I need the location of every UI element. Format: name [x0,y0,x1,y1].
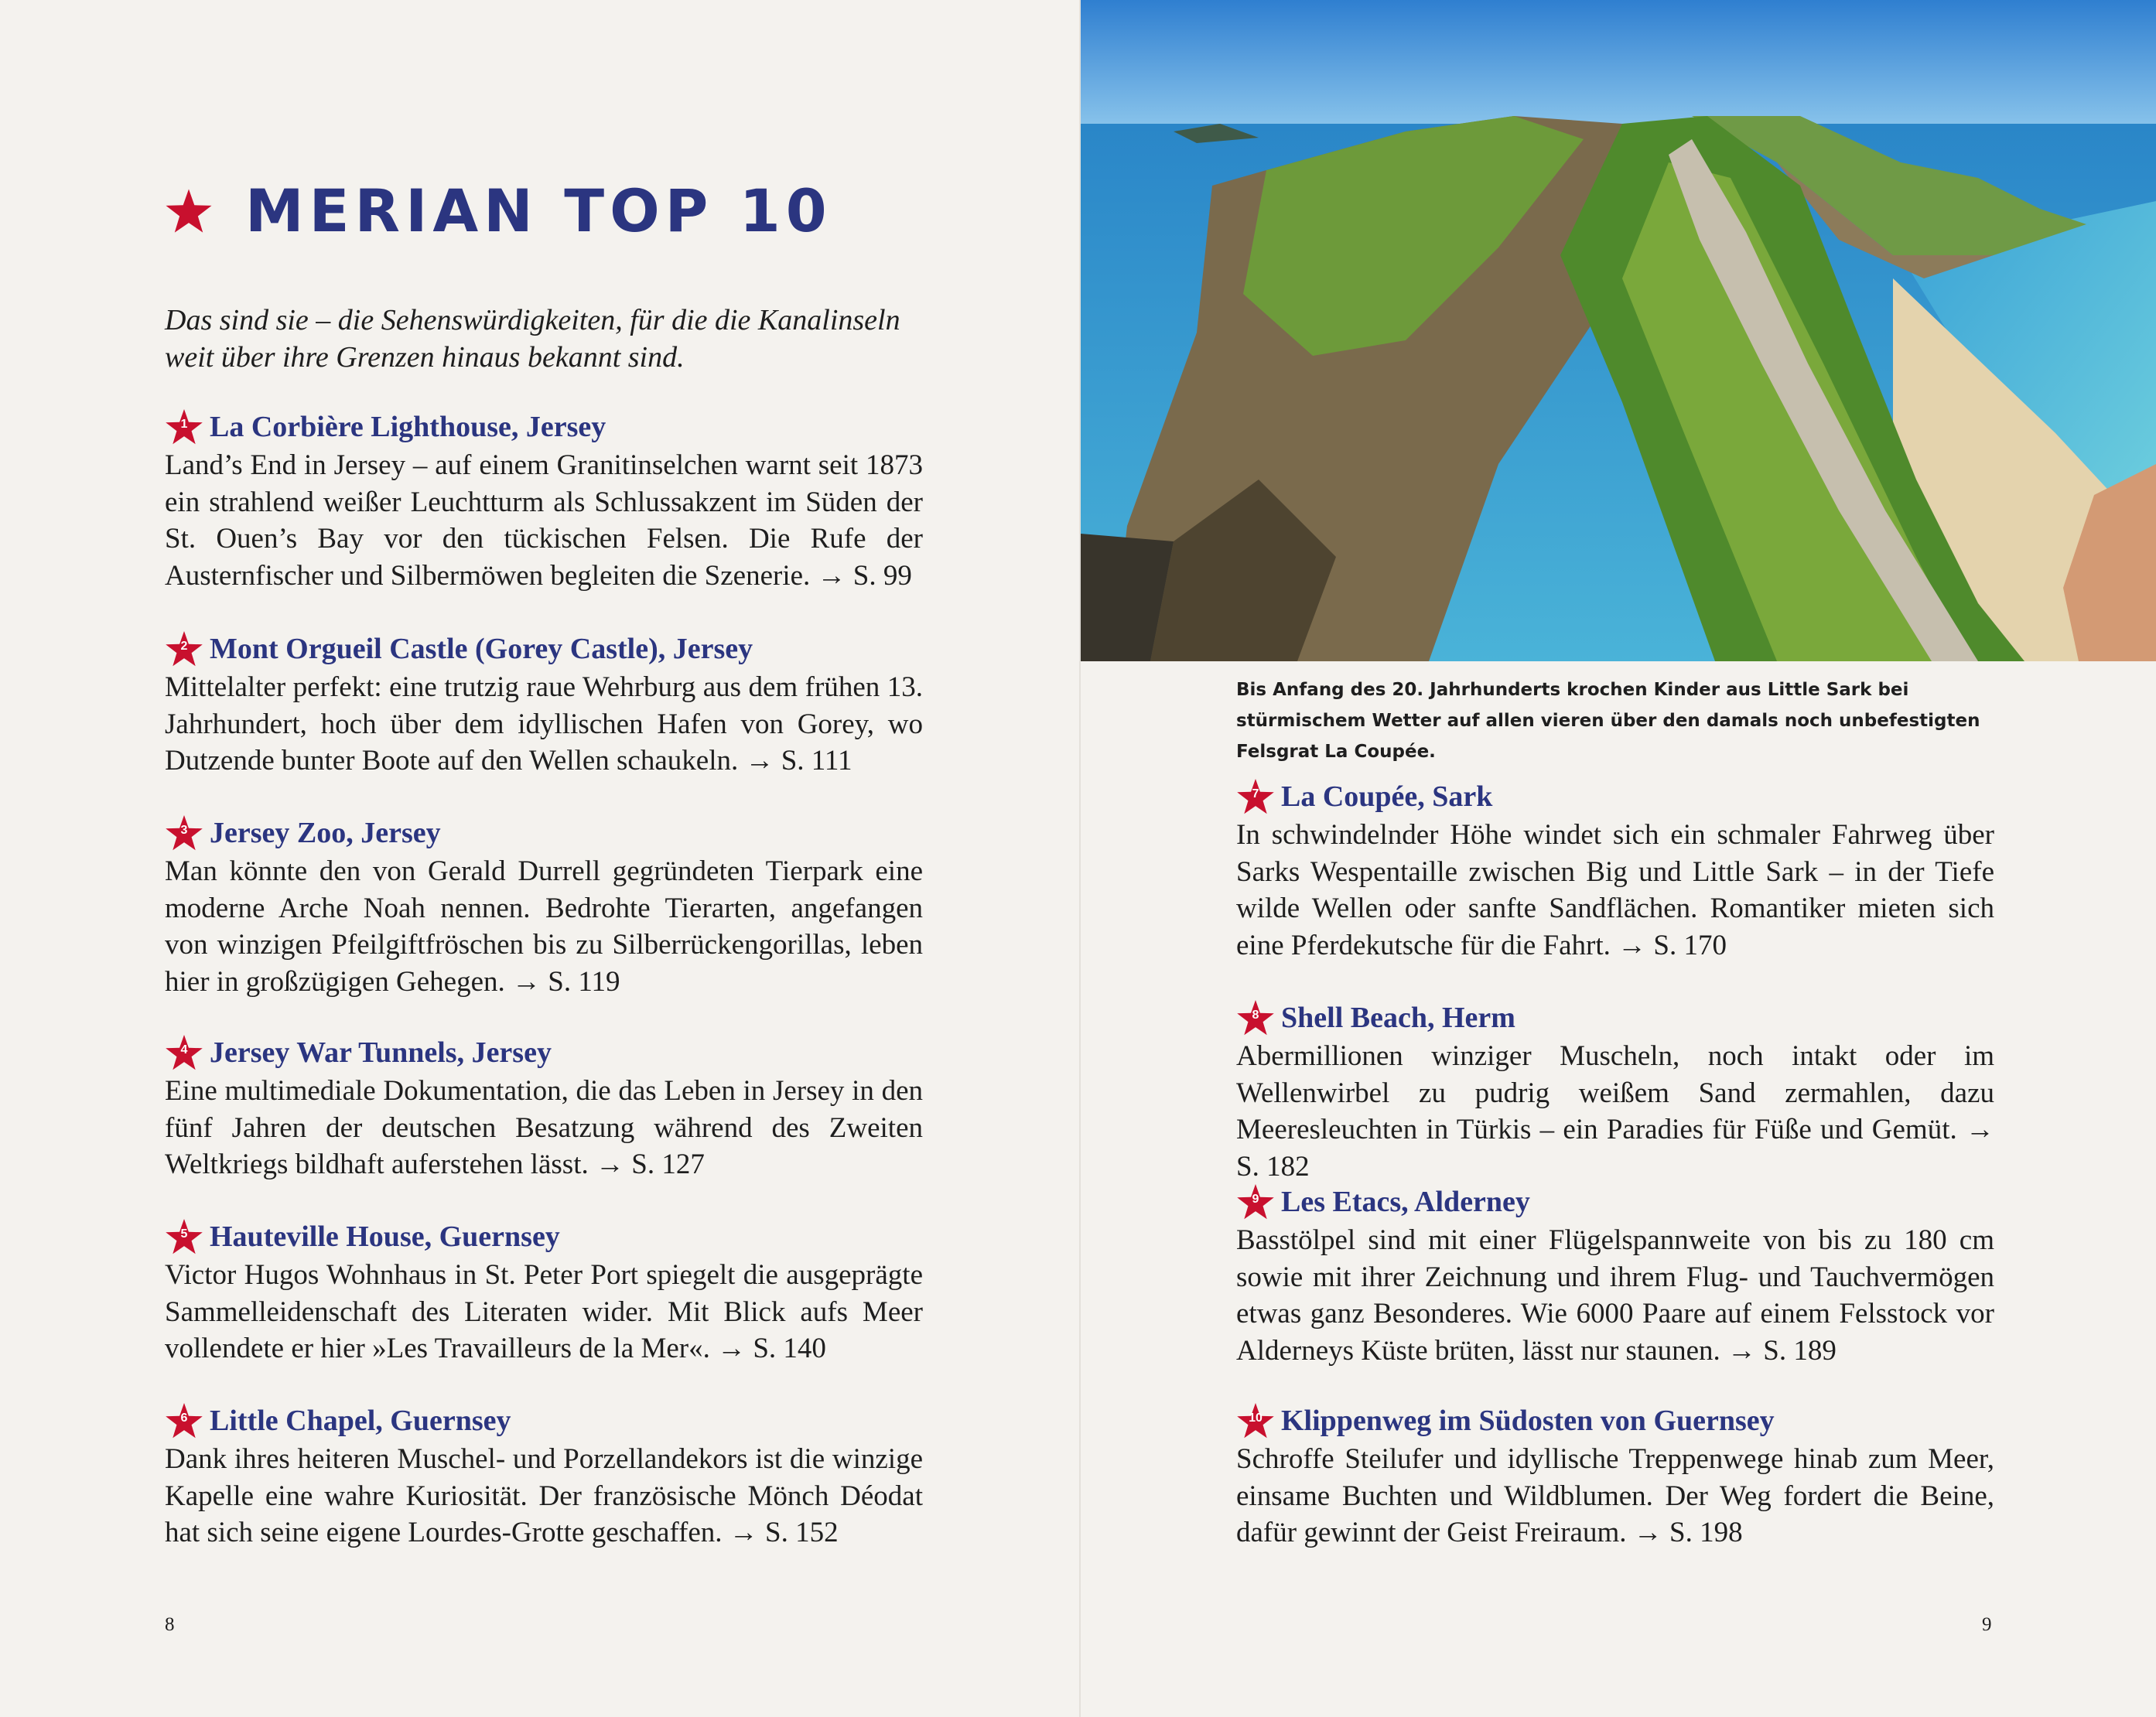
entry-title: Jersey Zoo, Jersey [210,817,441,849]
top10-entry [1236,998,1994,1185]
entry-title: La Coupée, Sark [1281,780,1493,813]
entry-text: Dank ihres heiteren Muschel- und Porzellandekors ist die winzige Kapelle eine wahre Kuriosität. Der französische Mönch Déodat hat sich seine eigene Lourdes-Grotte geschaffen. → S. 152 [165,1443,923,1548]
top10-entry [165,1033,923,1183]
top10-entry [165,1217,923,1367]
numbered-star-icon: 2 [165,630,203,668]
top10-entry [165,407,923,594]
entry-text: Schroffe Steilufer und idyllische Treppenwege hinab zum Meer, einsame Buchten und Wildblumen. Der Weg fordert die Beine, dafür gewinnt der Geist Freiraum. → S. 198 [1236,1443,1994,1548]
numbered-star-icon: 8 [1236,998,1275,1037]
entry-text: Land’s End in Jersey – auf einem Granitinselchen warnt seit 1873 ein strahlend weißer Leuchtturm als Schlussakzent im Süden der St. Ouen’s Bay vor den tückischen Felsen. Die Rufe der Austernfischer und Silbermöwen begleiten die Szenerie. → S. 99 [165,449,923,592]
photo-caption: Bis Anfang des 20. Jahrhunderts krochen Kinder aus Little Sark bei stürmischem Wetter auf allen vieren über den damals noch unbefestigten Felsgrat La Coupée. [1236,680,1980,762]
page-number-right: 9 [1982,1614,1992,1635]
numbered-star-icon: 5 [165,1217,203,1256]
entry-title: La Corbière Lighthouse, Jersey [210,411,606,443]
entry-text: Abermillionen winziger Muscheln, noch intakt oder im Wellenwirbel zu pudrig weißem Sand zermahlen, dazu Meeresleuchten in Türkis – ein Paradies für Füße und Gemüt. → S. 182 [1236,1040,1994,1183]
entry-title: Jersey War Tunnels, Jersey [210,1036,552,1069]
numbered-star-icon: 9 [1236,1183,1275,1221]
section-heading [165,176,832,245]
entry-title: Little Chapel, Guernsey [210,1405,511,1437]
entry-title: Hauteville House, Guernsey [210,1220,560,1253]
numbered-star-icon: 1 [165,408,203,446]
entry-title: Les Etacs, Alderney [1281,1186,1530,1218]
numbered-star-icon: 4 [165,1033,203,1072]
star-icon [165,187,213,235]
intro-text: Das sind sie – die Sehenswürdigkeiten, für die die Kanalinseln weit über ihre Grenzen hinaus bekannt sind. [165,304,900,374]
entry-text: Mittelalter perfekt: eine trutzig raue Wehrburg aus dem frühen 13. Jahrhundert, hoch über dem idyllischen Hafen von Gorey, wo Dutzende bunter Boote auf den Wellen schaukeln. → S. 111 [165,671,923,777]
top10-entry [165,813,923,1000]
numbered-star-icon: 3 [165,814,203,852]
page-title: MERIAN TOP 10 [245,176,832,245]
entry-text: Man könnte den von Gerald Durrell gegründeten Tierpark eine moderne Arche Noah nennen. Bedrohte Tierarten, angefangen von winzigen Pfeilgiftfröschen bis zu Silberrückengorillas, leben hier in großzügigen Gehegen. → S. 119 [165,855,923,998]
entry-title: Mont Orgueil Castle (Gorey Castle), Jersey [210,633,753,665]
top10-entry [165,629,923,780]
top10-entry [1236,777,1994,964]
numbered-star-icon: 10 [1236,1401,1275,1440]
landscape-photo [1081,0,2156,661]
entry-text: Eine multimediale Dokumentation, die das Leben in Jersey in den fünf Jahren der deutschen Besatzung während des Zweiten Weltkriegs bildhaft auferstehen lässt. → S. 127 [165,1075,923,1180]
page-number-left: 8 [165,1614,175,1635]
top10-entry [1236,1401,1994,1551]
numbered-star-icon: 6 [165,1401,203,1440]
top10-entry [1236,1182,1994,1369]
entry-title: Shell Beach, Herm [1281,1002,1515,1034]
entry-text: In schwindelnder Höhe windet sich ein schmaler Fahrweg über Sarks Wespentaille zwischen Big und Little Sark – in der Tiefe wilde Wellen oder sanfte Sandflächen. Romantiker mieten sich eine Pferdekutsche für die Fahrt. → S. 170 [1236,819,1994,961]
entry-text: Victor Hugos Wohnhaus in St. Peter Port spiegelt die ausgeprägte Sammelleidenschaft des Literaten wider. Mit Blick aufs Meer vollendete er hier »Les Travailleurs de la Mer«. → S. 140 [165,1259,923,1364]
entry-text: Basstölpel sind mit einer Flügelspannweite von bis zu 180 cm sowie mit ihrer Zeichnung und ihrem Flug- und Tauchvermögen etwas ganz Besonderes. Wie 6000 Paare auf einem Felsstock vor Alderneys Küste brüten, lässt nur staunen. → S. 189 [1236,1224,1994,1367]
entry-title: Klippenweg im Südosten von Guernsey [1281,1405,1775,1437]
numbered-star-icon: 7 [1236,777,1275,816]
top10-entry [165,1401,923,1551]
